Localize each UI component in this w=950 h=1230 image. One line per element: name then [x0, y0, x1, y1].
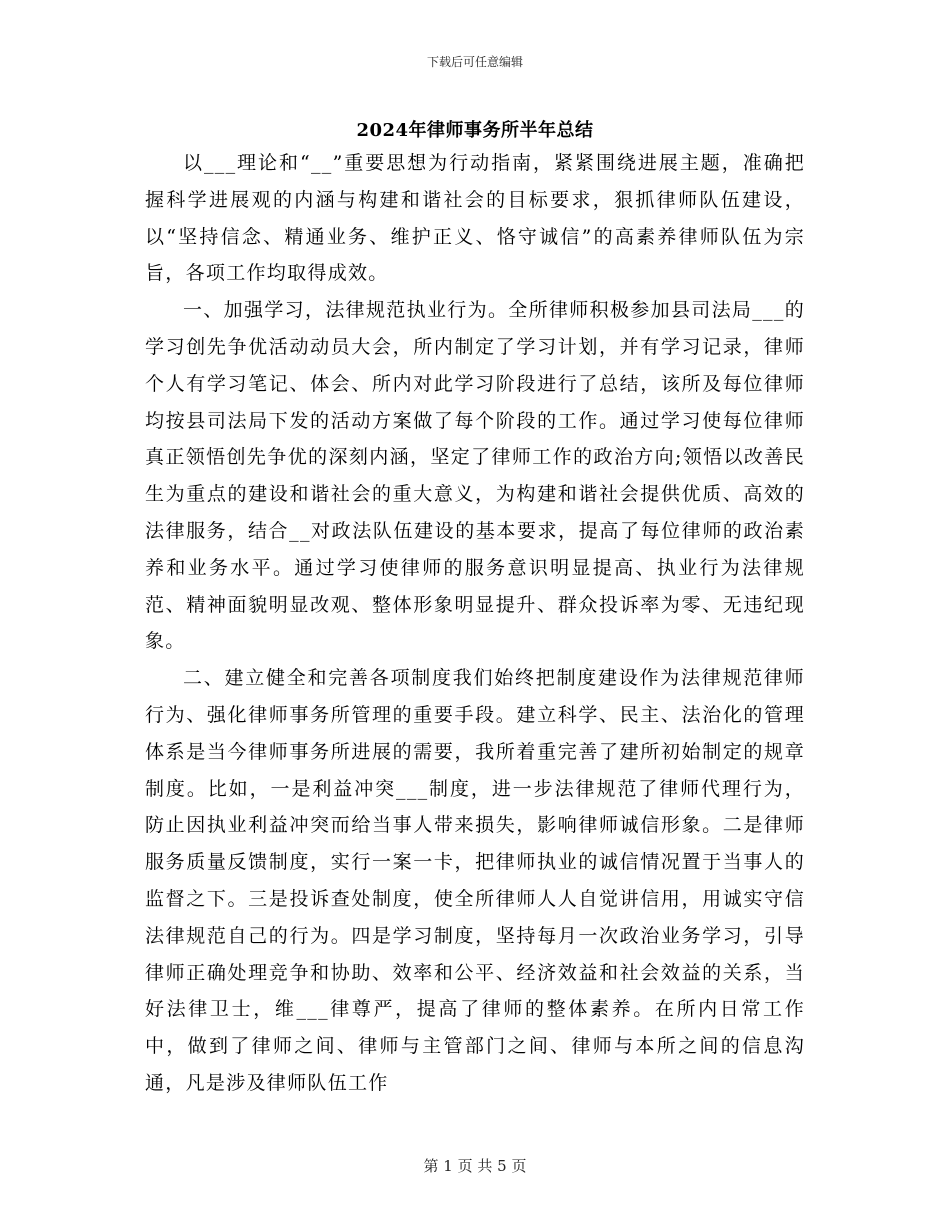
- document-body: [145, 145, 805, 1102]
- paragraph-intro: 以___理论和“__”重要思想为行动指南，紧紧围绕进展主题，准确把握科学进展观的内涵与构建和谐社会的目标要求，狠抓律师队伍建设，以“坚持信念、精通业务、维护正义、恪守诚信”的高素养律师队伍为宗旨，各项工作均取得成效。: [145, 152, 805, 285]
- document-title: 2024年律师事务所半年总结: [356, 120, 594, 141]
- paragraph-section-2: 二、建立健全和完善各项制度我们始终把制度建设作为法律规范律师行为、强化律师事务所管理的重要手段。建立科学、民主、法治化的管理体系是当今律师事务所进展的需要，我所着重完善了建所初始制定的规章制度。比如，一是利益冲突___制度，进一步法律规范了律师代理行为，防止因执业利益冲突而给当事人带来损失，影响律师诚信形象。二是律师服务质量反馈制度，实行一案一卡，把律师执业的诚信情况置于当事人的监督之下。三是投诉查处制度，使全所律师人人自觉讲信用，用诚实守信法律规范自己的行为。四是学习制度，坚持每月一次政治业务学习，引导律师正确处理竞争和协助、效率和公平、经济效益和社会效益的关系，当好法律卫士，维___律尊严，提高了律师的整体素养。在所内日常工作中，做到了律师之间、律师与主管部门之间、律师与本所之间的信息沟通，凡是涉及律师队伍工作: [145, 667, 805, 1094]
- page-number: 第 1 页 共 5 页: [423, 1157, 527, 1175]
- paragraph-section-1: 一、加强学习，法律规范执业行为。全所律师积极参加县司法局___的学习创先争优活动动员大会，所内制定了学习计划，并有学习记录，律师个人有学习笔记、体会、所内对此学习阶段进行了总结，该所及每位律师均按县司法局下发的活动方案做了每个阶段的工作。通过学习使每位律师真正领悟创先争优的深刻内涵，坚定了律师工作的政治方向;领悟以改善民生为重点的建设和谐社会的重大意义，为构建和谐社会提供优质、高效的法律服务，结合__对政法队伍建设的基本要求，提高了每位律师的政治素养和业务水平。通过学习使律师的服务意识明显提高、执业行为法律规范、精神面貌明显改观、整体形象明显提升、群众投诉率为零、无违纪现象。: [145, 299, 805, 653]
- header-note: 下载后可任意编辑: [426, 55, 523, 69]
